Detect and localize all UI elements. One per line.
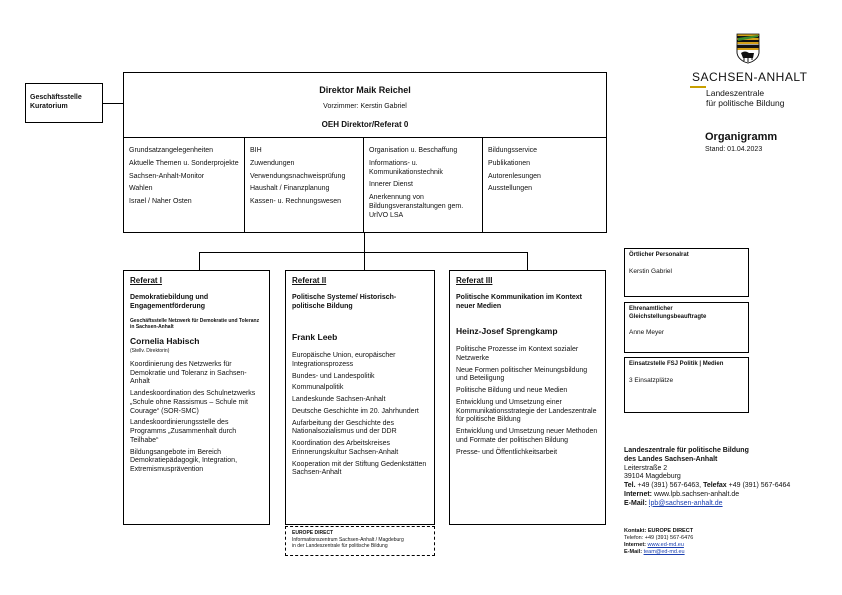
column-item: Grundsatzangelegenheiten <box>129 147 214 154</box>
referat-item: Politische Bildung und neue Medien <box>456 387 568 395</box>
referat-1-note-netzwerk: Geschäftsstelle Netzwerk für Demokratie und Toleranz in Sachsen-Anhalt <box>130 317 260 330</box>
referat-item: Aufarbeitung der Geschichte des Nationalsozialismus und der DDR <box>292 419 397 436</box>
europe-direct-contact <box>624 528 834 557</box>
column-item: Bildungsservice <box>488 147 538 154</box>
director-assistant: Vorzimmer: Kerstin Gabriel <box>323 103 407 111</box>
gs-line-2: Kuratorium <box>30 103 68 111</box>
column-item: Kassen- u. Rechnungswesen <box>250 198 342 205</box>
column-item: Informations- u. Kommunikationstechnik <box>369 159 443 176</box>
fsj-title: Einsatzstelle FSJ Politik | Medien <box>629 361 724 367</box>
ed-contact-mail-line <box>624 549 834 556</box>
fsj-value: 3 Einsatzplätze <box>629 376 674 384</box>
referat-3-title: Referat III <box>456 276 493 285</box>
director-column-2 <box>245 138 364 233</box>
column-item: Publikationen <box>488 159 531 167</box>
page-date: Stand: 01.04.2023 <box>705 146 763 153</box>
drop-connector-2 <box>364 252 365 270</box>
gleichstellung-person: Anne Meyer <box>629 329 665 336</box>
column-item: Anerkennung von Bildungsveranstaltungen gem. UrlVO LSA <box>369 194 464 219</box>
personalrat-box <box>624 248 749 297</box>
tel-label: Tel. <box>624 482 636 489</box>
contact-street: Leiterstraße 2 <box>624 464 668 472</box>
page-title: Organigramm <box>705 131 778 143</box>
ed-contact-web-line <box>624 542 834 549</box>
column-item: Aktuelle Themen u. Sonderprojekte <box>129 159 239 167</box>
referat-item: Europäische Union, europäischer Integrationsprozess <box>292 352 396 368</box>
drop-connector-1 <box>199 252 200 270</box>
state-logo <box>690 28 820 124</box>
gs-connector <box>103 103 123 104</box>
referat-item: Koordinierung des Netzwerks für Demokratie und Toleranz in Sachsen-Anhalt <box>130 360 247 386</box>
europe-direct-title: EUROPE DIRECT <box>292 530 334 536</box>
trunk-connector <box>364 233 365 253</box>
fax-label: Telefax <box>703 482 727 489</box>
referat-item: Entwicklung und Umsetzung einer Kommunikationsstrategie der Landeszentrale für politische Bildung <box>456 398 597 424</box>
director-column-1 <box>124 138 245 233</box>
director-oeh: OEH Direktor/Referat 0 <box>321 120 409 129</box>
ed-contact-phone: Telefon: +49 (391) 567-6476 <box>624 535 694 542</box>
ed-web-link[interactable]: www.ed-md.eu <box>647 542 684 549</box>
director-header <box>124 73 606 138</box>
gleichstellung-box <box>624 302 749 353</box>
mail-link[interactable]: lpb@sachsen-anhalt.de <box>648 499 723 507</box>
personalrat-title: Örtlicher Personalrat <box>629 252 689 258</box>
referat-item: Deutsche Geschichte im 20. Jahrhundert <box>292 407 419 415</box>
geschaeftsstelle-kuratorium-box <box>25 83 103 123</box>
column-item: Israel / Naher Osten <box>129 198 192 205</box>
director-box <box>123 72 607 233</box>
referat-item: Entwicklung und Umsetzung neuer Methoden und Formate der politischen Bildung <box>456 428 598 444</box>
column-item: Verwendungsnachweisprüfung <box>250 172 346 180</box>
referat-item: Neue Formen politischer Meinungsbildung und Beteiligung <box>456 366 588 383</box>
gleichstellung-title: Ehrenamtlicher Gleichstellungsbeauftragte <box>629 306 707 320</box>
referat-item: Kommunalpolitik <box>292 384 344 392</box>
referat-3-head: Heinz-Josef Sprengkamp <box>456 325 558 336</box>
referat-2-box <box>285 270 435 525</box>
branch-connector <box>199 252 527 253</box>
fsj-box <box>624 357 749 413</box>
ed-mail-label: E-Mail: <box>624 549 643 556</box>
column-item: Zuwendungen <box>250 159 295 167</box>
column-item: Organisation u. Beschaffung <box>369 147 458 154</box>
mail-label: E-Mail: <box>624 499 647 507</box>
personalrat-person: Kerstin Gabriel <box>629 267 672 275</box>
referat-1-title: Referat I <box>130 276 163 285</box>
referat-item: Politische Prozesse im Kontext sozialer Netzwerke <box>456 346 579 362</box>
referat-1-head-role: (Stellv. Direktorin) <box>130 347 170 354</box>
referat-item: Landeskunde Sachsen-Anhalt <box>292 396 386 404</box>
ed-contact-title: Kontakt: EUROPE DIRECT <box>624 528 694 534</box>
referat-3-subtitle: Politische Kommunikation im Kontext neuer Medien <box>456 294 583 310</box>
state-name: SACHSEN-ANHALT <box>692 70 808 84</box>
contact-name-2: des Landes Sachsen-Anhalt <box>624 455 718 463</box>
ed-mail-link[interactable]: team@ed-md.eu <box>643 549 685 556</box>
europe-direct-line-1: Informationszentrum Sachsen-Anhalt / Magdeburg <box>292 536 404 543</box>
referat-item: Presse- und Öffentlichkeitsarbeit <box>456 448 558 456</box>
referat-1-head: Cornelia Habisch <box>130 336 200 346</box>
contact-name-1: Landeszentrale für politische Bildung <box>624 447 749 454</box>
gs-line-1: Geschäftsstelle <box>30 94 82 101</box>
state-subtitle-2: für politische Bildung <box>706 98 785 108</box>
referat-item: Koordination des Arbeitskreises Erinnerungskultur Sachsen-Anhalt <box>292 440 399 456</box>
referat-item: Bildungsangebote im Bereich Demokratiepädagogik, Integration, Extremismusprävention <box>130 448 238 474</box>
contact-mail-line <box>624 500 834 509</box>
referat-2-head: Frank Leeb <box>292 331 338 342</box>
web-label: Internet: <box>624 490 652 498</box>
column-item: Sachsen-Anhalt-Monitor <box>129 172 205 180</box>
column-item: Haushalt / Finanzplanung <box>250 185 330 193</box>
referat-1-box <box>123 270 270 525</box>
column-item: Autorenlesungen <box>488 172 541 180</box>
column-item: Wahlen <box>129 185 153 193</box>
drop-connector-3 <box>527 252 528 270</box>
referat-item: Kooperation mit der Stiftung Gedenkstätten Sachsen-Anhalt <box>292 460 427 477</box>
column-item: Innerer Dienst <box>369 181 413 189</box>
director-column-4 <box>483 138 606 233</box>
coat-of-arms-icon <box>735 32 761 64</box>
web-link[interactable]: www.lpb.sachsen-anhalt.de <box>652 490 740 498</box>
referat-item: Landeskoordinierungsstelle des Programms „Zusammenhalt durch Teilhabe“ <box>130 419 237 444</box>
europe-direct-box <box>285 526 435 556</box>
director-column-3 <box>364 138 483 233</box>
referat-3-box <box>449 270 606 525</box>
column-item: BIH <box>250 147 262 154</box>
referat-2-title: Referat II <box>292 276 327 285</box>
ed-web-label: Internet: <box>624 542 646 549</box>
column-item: Ausstellungen <box>488 185 532 193</box>
fax-value: +49 (391) 567-6464 <box>726 482 791 489</box>
tel-value: +49 (391) 567-6463, <box>635 482 704 489</box>
referat-2-subtitle: Politische Systeme/ Historisch-politische Bildung <box>292 294 397 310</box>
accent-line <box>690 86 706 88</box>
state-subtitle-1: Landeszentrale <box>706 88 765 98</box>
contact-phone-line <box>624 482 834 491</box>
contact-block <box>624 447 834 508</box>
referat-item: Bundes- und Landespolitik <box>292 372 375 380</box>
contact-city: 39104 Magdeburg <box>624 473 681 481</box>
director-name: Direktor Maik Reichel <box>319 85 411 95</box>
referat-1-subtitle: Demokratiebildung und Engagementförderung <box>130 294 209 310</box>
europe-direct-line-2: in der Landeszentrale für politische Bildung <box>292 543 388 549</box>
contact-web-line <box>624 491 834 500</box>
referat-item: Landeskoordination des Schulnetzwerks „Schule ohne Rassismus – Schule mit Courage“ (SOR-SMC) <box>130 390 256 415</box>
